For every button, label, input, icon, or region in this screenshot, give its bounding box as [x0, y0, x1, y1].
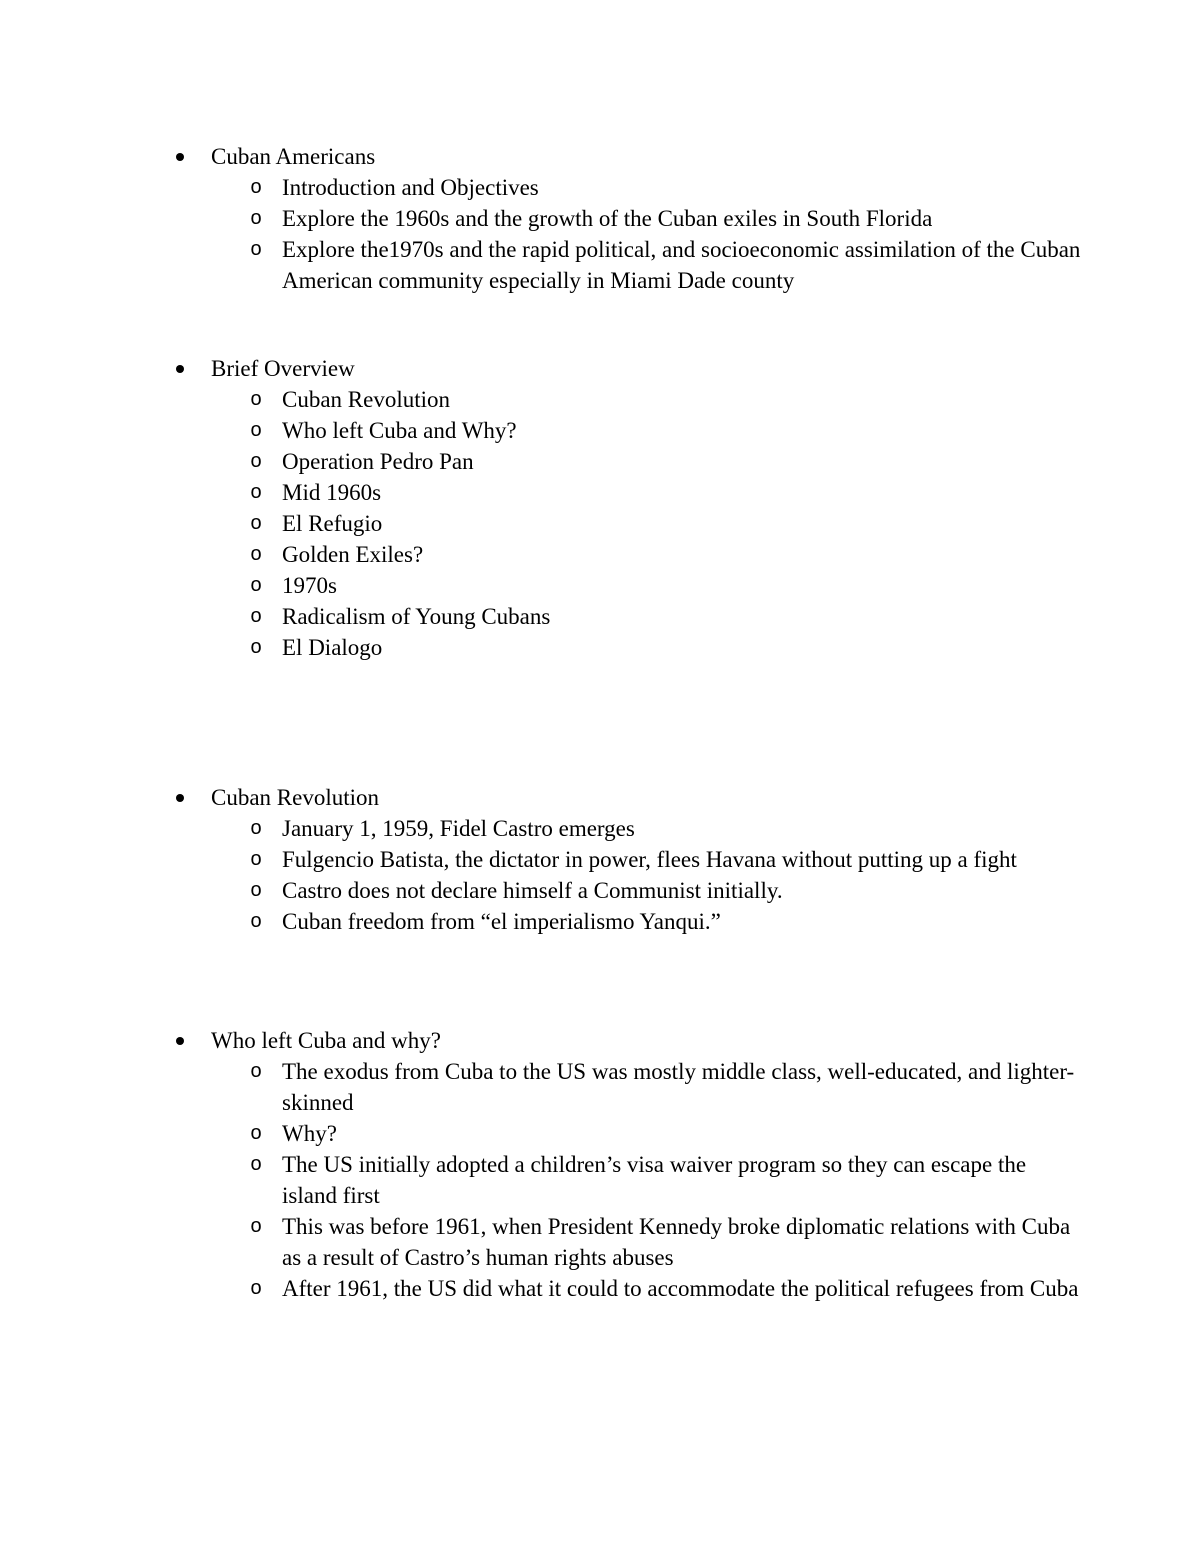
list-item: o Why?: [0, 1118, 1082, 1149]
list-item: o Operation Pedro Pan: [0, 446, 1082, 477]
sub-list: [0, 172, 1200, 296]
circle-bullet-icon: o: [250, 1277, 262, 1299]
heading-text: Who left Cuba and why?: [211, 1028, 441, 1053]
section-brief-overview: [0, 353, 1200, 663]
circle-bullet-icon: o: [250, 910, 262, 932]
outline-heading: [0, 782, 1200, 813]
circle-bullet-icon: o: [250, 817, 262, 839]
circle-bullet-icon: o: [250, 1060, 262, 1082]
list-item: o The US initially adopted a children’s visa waiver program so they can escape the island first: [0, 1149, 1082, 1211]
section-who-left-cuba: [0, 1025, 1200, 1304]
outline-heading: [0, 1025, 1200, 1056]
bullet-disc-icon: [176, 153, 184, 161]
circle-bullet-icon: o: [250, 238, 262, 260]
list-item: o Golden Exiles?: [0, 539, 1082, 570]
bullet-disc-icon: [176, 1037, 184, 1045]
sub-list: [0, 1056, 1200, 1304]
list-item: o Castro does not declare himself a Communist initially.: [0, 875, 1082, 906]
list-item: o The exodus from Cuba to the US was mostly middle class, well-educated, and lighter-skinned: [0, 1056, 1082, 1118]
circle-bullet-icon: o: [250, 207, 262, 229]
section-cuban-americans: [0, 141, 1200, 296]
list-item: o Cuban freedom from “el imperialismo Yanqui.”: [0, 906, 1082, 937]
circle-bullet-icon: o: [250, 1215, 262, 1237]
circle-bullet-icon: o: [250, 1153, 262, 1175]
circle-bullet-icon: o: [250, 450, 262, 472]
sub-list: [0, 384, 1200, 663]
circle-bullet-icon: o: [250, 512, 262, 534]
outline-heading: [0, 141, 1200, 172]
list-item: o Introduction and Objectives: [0, 172, 1082, 203]
list-item: o Radicalism of Young Cubans: [0, 601, 1082, 632]
list-item: o Explore the 1960s and the growth of the Cuban exiles in South Florida: [0, 203, 1082, 234]
circle-bullet-icon: o: [250, 1122, 262, 1144]
heading-text: Brief Overview: [211, 356, 355, 381]
circle-bullet-icon: o: [250, 636, 262, 658]
sub-list: [0, 813, 1200, 937]
circle-bullet-icon: o: [250, 388, 262, 410]
bullet-disc-icon: [176, 794, 184, 802]
bullet-disc-icon: [176, 365, 184, 373]
list-item: o Explore the1970s and the rapid political, and socioeconomic assimilation of the Cuban American community especially in Miami Dade county: [0, 234, 1082, 296]
circle-bullet-icon: o: [250, 574, 262, 596]
circle-bullet-icon: o: [250, 543, 262, 565]
list-item: o El Dialogo: [0, 632, 1082, 663]
circle-bullet-icon: o: [250, 419, 262, 441]
outline-heading: [0, 353, 1200, 384]
circle-bullet-icon: o: [250, 481, 262, 503]
circle-bullet-icon: o: [250, 848, 262, 870]
list-item: o Fulgencio Batista, the dictator in power, flees Havana without putting up a fight: [0, 844, 1082, 875]
list-item: o January 1, 1959, Fidel Castro emerges: [0, 813, 1082, 844]
list-item: o After 1961, the US did what it could to accommodate the political refugees from Cuba: [0, 1273, 1082, 1304]
circle-bullet-icon: o: [250, 605, 262, 627]
list-item: o 1970s: [0, 570, 1082, 601]
circle-bullet-icon: o: [250, 176, 262, 198]
list-item: o This was before 1961, when President Kennedy broke diplomatic relations with Cuba as a result of Castro’s human rights abuses: [0, 1211, 1082, 1273]
list-item: o Mid 1960s: [0, 477, 1082, 508]
list-item: o Cuban Revolution: [0, 384, 1082, 415]
heading-text: Cuban Americans: [211, 144, 376, 169]
list-item: o El Refugio: [0, 508, 1082, 539]
heading-text: Cuban Revolution: [211, 785, 380, 810]
circle-bullet-icon: o: [250, 879, 262, 901]
section-cuban-revolution: [0, 782, 1200, 937]
list-item: o Who left Cuba and Why?: [0, 415, 1082, 446]
